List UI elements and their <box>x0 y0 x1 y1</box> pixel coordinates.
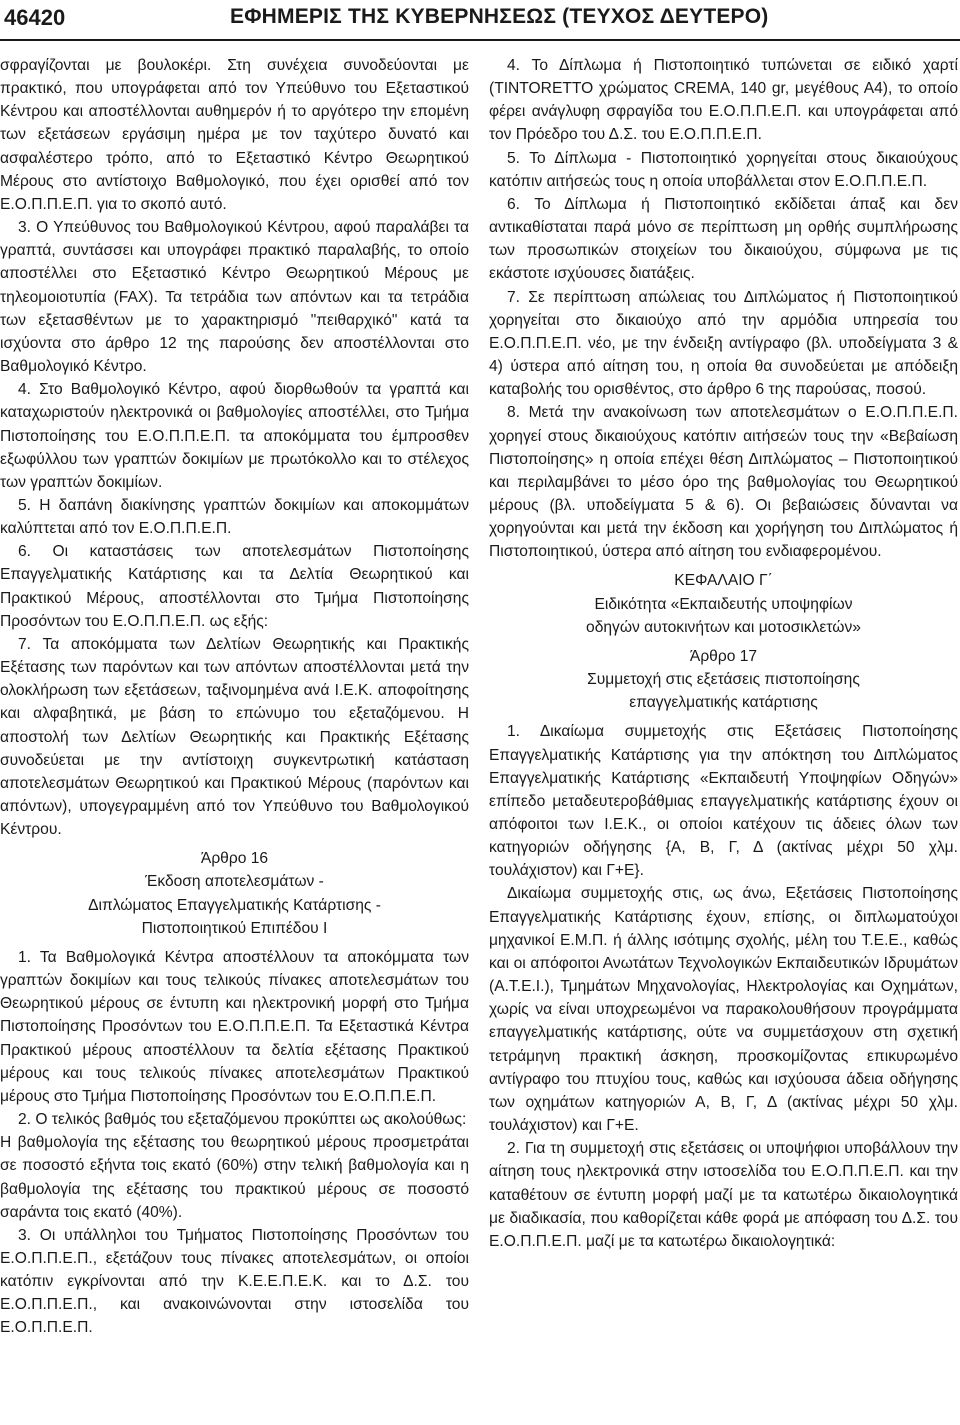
article-16-heading <box>0 847 469 940</box>
paragraph: Η βαθμολογία της εξέτασης του θεωρητικού μέρους προσμετράται σε ποσοστό εξήντα τοις εκατό (60%) στην τελική βαθμολογία και η βαθμολογία της εξέτασης του πρακτικού μέρους σε ποσοστό σαράντα τοις εκατό (40%). <box>0 1134 469 1221</box>
page-header <box>0 0 960 44</box>
article-17-heading <box>489 645 958 714</box>
paragraph: 6. Οι καταστάσεις των αποτελεσμάτων Πιστοποίησης Επαγγελματικής Κατάρτισης και τα Δελτία Θεωρητικού και Πρακτικού Μέρους, αποστέλλονται στο Τμήμα Πιστοποίησης Προσόντων του Ε.Ο.Π.Π.Ε.Π. ως εξής: <box>0 543 469 630</box>
page-number: 46420 <box>4 5 66 30</box>
paragraph: 2. Για τη συμμετοχή στις εξετάσεις οι υποψήφιοι υποβάλλουν την αίτηση τους ηλεκτρονικά στην ιστοσελίδα του Ε.Ο.Π.Π.Ε.Π. και την καταθέτουν σε έντυπη μορφή μαζί με τα κατωτέρω δικαιολογητικά με διαδικασία, που καθορίζεται κάθε φορά με απόφαση του Δ.Σ. του Ε.Ο.Π.Π.Ε.Π. μαζί με τα κατωτέρω δικαιολογητικά: <box>489 1140 958 1250</box>
paragraph: 7. Τα αποκόμματα των Δελτίων Θεωρητικής και Πρακτικής Εξέτασης των παρόντων και των απόντων αποστέλλονται μετά την ολοκλήρωση των εξετάσεων, ταξινομημένα ανά Ι.Ε.Κ. αποφοίτησης και αλφαβητικά, με βάση το επώνυμο του εξεταζόμενου. Η αποστολή των Δελτίων Θεωρητικής και Πρακτικής Εξέτασης συνοδεύεται με την αντίστοιχη συγκεντρωτική κατάσταση αποτελεσμάτων Θεωρητικού και Πρακτικού Μέρους (παρόντων και απόντων), υπογεγραμμένη από τον Υπεύθυνο του Βαθμολογικού Κέντρου. <box>0 635 469 839</box>
chapter-title: ΚΕΦΑΛΑΙΟ Γ΄ <box>674 572 773 590</box>
paragraph: Δικαίωμα συμμετοχής στις, ως άνω, Εξετάσεις Πιστοποίησης Επαγγελματικής Κατάρτισης έχουν, επίσης, οι διπλωματούχοι μηχανικοί Ε.Μ.Π. ή άλλης ισότιμης σχολής, μέλη του Τ.Ε.Ε., καθώς και οι απόφοιτοι Ανωτάτων Τεχνολογικών Εκπαιδευτικών Ιδρυμάτων (Α.Τ.Ε.Ι.), Τμημάτων Μηχανολογίας, Ηλεκτρολογίας και Οχημάτων, χωρίς να είναι υποχρεωμένοι να παρακολουθήσουν προγράμματα επαγγελματικής κατάρτισης, ούτε να συμμετάσχουν στη σχετική τετράμηνη πρακτική άσκηση, προσκομίζοντας επικυρωμένο αντίγραφο του πτυχίου τους, καθώς και ισχύουσα άδεια οδήγησης των οχημάτων κατηγοριών Α, Β, Γ, Δ (ακτίνας μέχρι 50 χλμ. τουλάχιστον) και Γ+Ε. <box>489 885 958 1135</box>
paragraph: 7. Σε περίπτωση απώλειας του Διπλώματος ή Πιστοποιητικού χορηγείται στο δικαιούχο από την αρμόδια υπηρεσία του Ε.Ο.Π.Π.Ε.Π. νέο, με την ένδειξη αντίγραφο (βλ. υποδείγματα 3 & 4) ύστερα από αίτηση του, η οποία θα συνοδεύεται με απόδειξη καταβολής του ορισθέντος, στο άρθρο 6 της παρούσας, ποσού. <box>489 288 958 399</box>
chapter-heading <box>489 569 958 638</box>
paragraph: 5. Η δαπάνη διακίνησης γραπτών δοκιμίων και αποκομμάτων καλύπτεται από τον Ε.Ο.Π.Π.Ε.Π. <box>0 496 469 538</box>
paragraph: σφραγίζονται με βουλοκέρι. Στη συνέχεια συνοδεύονται με πρακτικό, που υπογράφεται από τον Υπεύθυνο του Εξεταστικού Κέντρου και αποστέλλονται αυθημερόν ή το αργότερο την επομένη των εξετάσεων εργάσιμη ημέρα με τον ταχύτερο δυνατό και ασφαλέστερο τρόπο, από το Εξεταστικό Κέντρο Θεωρητικού Μέρους στο αντίστοιχο Βαθμολογικό, που έχει ορισθεί από τον Ε.Ο.Π.Π.Ε.Π. για το σκοπό αυτό. <box>0 57 469 213</box>
right-column <box>489 54 958 1253</box>
paragraph: 2. Ο τελικός βαθμός του εξεταζόμενου προκύπτει ως ακολούθως: <box>18 1111 467 1129</box>
left-column <box>0 54 469 1340</box>
article-title: Άρθρο 17 <box>689 647 758 665</box>
journal-title: ΕΦΗΜΕΡΙΣ ΤΗΣ ΚΥΒΕΡΝΗΣΕΩΣ (ΤΕΥΧΟΣ ΔΕΥΤΕΡΟ) <box>230 5 769 28</box>
paragraph: 4. Το Δίπλωμα ή Πιστοποιητικό τυπώνεται σε ειδικό χαρτί (TINTORETTO χρώματος CREMA, 140 gr, μεγέθους Α4), το οποίο φέρει ανάγλυφη σφραγίδα του Ε.Ο.Π.Π.Ε.Π. και υπογράφεται από τον Πρόεδρο του Δ.Σ. του Ε.Ο.Π.Π.Ε.Π. <box>489 57 958 144</box>
header-rule <box>0 39 960 41</box>
paragraph: 5. Το Δίπλωμα - Πιστοποιητικό χορηγείται στους δικαιούχους κατόπιν αιτήσεώς τους η οποία υποβάλλεται στον Ε.Ο.Π.Π.Ε.Π. <box>489 149 958 190</box>
article-subtitle: Έκδοση αποτελεσμάτων - <box>145 873 324 891</box>
article-subtitle: Συμμετοχή στις εξετάσεις πιστοποίησης <box>587 671 860 689</box>
chapter-subtitle: οδηγών αυτοκινήτων και μοτοσικλετών» <box>586 618 861 636</box>
article-subtitle: Πιστοποιητικού Επιπέδου Ι <box>141 919 328 937</box>
paragraph: 1. Τα Βαθμολογικά Κέντρα αποστέλλουν τα αποκόμματα των γραπτών δοκιμίων και τους τελικούς πίνακες αποτελεσμάτων του Θεωρητικού μέρους σε έντυπη και ηλεκτρονική μορφή στο Τμήμα Πιστοποίησης Προσόντων του Ε.Ο.Π.Π.Ε.Π. Τα Εξεταστικά Κέντρα Πρακτικού μέρους αποστέλλουν τα δελτία εξέτασης Πρακτικού μέρους και τους τελικούς πίνακες αποτελεσμάτων Πρακτικού μέρους στο Τμήμα Πιστοποίησης Προσόντων του Ε.Ο.Π.Π.Ε.Π. <box>0 948 469 1105</box>
paragraph: 3. Ο Υπεύθυνος του Βαθμολογικού Κέντρου, αφού παραλάβει τα γραπτά, συντάσσει και υπογράφει πρακτικό παραλαβής, το οποίο αποστέλλει στο Εξεταστικό Κέντρο Θεωρητικού Μέρους με τηλεομοιοτυπία (FAX). Τα τετράδια των απόντων και τα τετράδια των εξετασθέντων με το χαρακτηρισμό "πειθαρχικό" κατά τα ισχύοντα στο άρθρο 12 της παρούσης δεν αποστέλλονται στο Βαθμολογικό Κέντρο. <box>0 219 469 376</box>
paragraph: 6. Το Δίπλωμα ή Πιστοποιητικό εκδίδεται άπαξ και δεν αντικαθίσταται παρά μόνο σε περίπτωση μη ορθής συμπλήρωσης των προσωπικών στοιχείων του δικαιούχου, σύμφωνα με τις εκάστοτε ισχύουσες διατάξεις. <box>489 195 958 283</box>
paragraph: 3. Οι υπάλληλοι του Τμήματος Πιστοποίησης Προσόντων του Ε.Ο.Π.Π.Ε.Π., εξετάζουν τους πίνακες αποτελεσμάτων, οι οποίοι κατόπιν εγκρίνονται από την Κ.Ε.Ε.Π.Ε.Κ. και το Δ.Σ. του Ε.Ο.Π.Π.Ε.Π., και ανακοινώνονται στην ιστοσελίδα του Ε.Ο.Π.Π.Ε.Π. <box>0 1226 469 1337</box>
chapter-subtitle: Ειδικότητα «Εκπαιδευτής υποψηφίων <box>594 595 853 613</box>
article-subtitle: Διπλώματος Επαγγελματικής Κατάρτισης - <box>88 896 381 914</box>
paragraph: 4. Στο Βαθμολογικό Κέντρο, αφού διορθωθούν τα γραπτά και καταχωριστούν ηλεκτρονικά οι βαθμολογίες αποστέλλει, στο Τμήμα Πιστοποίησης του Ε.Ο.Π.Π.Ε.Π. τα αποκόμματα του έμπροσθεν εξωφύλλου των γραπτών δοκιμίων με πρωτόκολλο και το στέλεχος των γραπτών δοκιμίων. <box>0 381 469 491</box>
paragraph: 8. Μετά την ανακοίνωση των αποτελεσμάτων ο Ε.Ο.Π.Π.Ε.Π. χορηγεί στους δικαιούχους κατόπιν αιτήσεών τους την «Βεβαίωση Πιστοποίησης» η οποία επέχει θέση Διπλώματος – Πιστοποιητικού και περιλαμβάνει το μέσο όρο της βαθμολογίας του Θεωρητικού μέρους (βλ. υποδείγματα 5 & 6). Οι βεβαιώσεις δύνανται να χορηγούνται και μετά την έκδοση και χορήγηση του Διπλώματος ή Πιστοποιητικού, ύστερα από αίτηση του ενδιαφερομένου. <box>489 404 958 561</box>
article-subtitle: επαγγελματικής κατάρτισης <box>629 694 818 712</box>
article-title: Άρθρο 16 <box>200 850 269 868</box>
paragraph: 1. Δικαίωμα συμμετοχής στις Εξετάσεις Πιστοποίησης Επαγγελματικής Κατάρτισης για την απόκτηση του Διπλώματος Επαγγελματικής Κατάρτισης «Εκπαιδευτή Υποψηφίων Οδηγών» επίπεδο μεταδευτεροβάθμιας επαγγελματικής κατάρτισης έχουν οι απόφοιτοι των Ι.Ε.Κ., οι οποίοι κατέχουν τις άδειες όλων των κατηγοριών οδήγησης {Α, Β, Γ, Δ (ακτίνας μέχρι 50 χλμ. τουλάχιστον) και Γ+Ε}. <box>489 723 958 880</box>
